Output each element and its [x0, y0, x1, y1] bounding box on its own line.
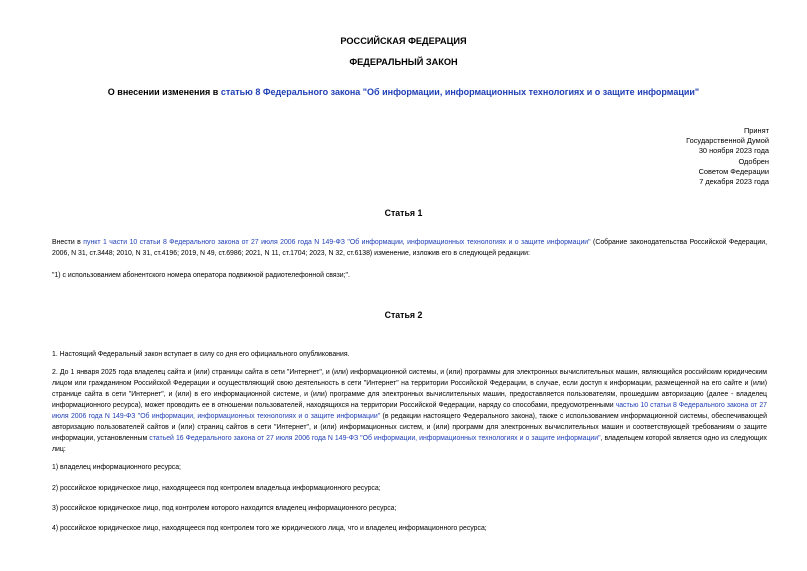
country-heading: РОССИЙСКАЯ ФЕДЕРАЦИЯ [340, 36, 467, 46]
article-2-p2-part1: 2. До 1 января 2025 года владелец сайта и (или) страницы сайта в сети "Интернет", и (или) информационной системы, и (или) программы для электронных вычислительных машин, являющийся российским юридическим лицом или гражданином Российской Федерации и осуществляющий свою деятельность в сети "Интернет" на территории Российской Федерации, в случае, если доступ к информации, размещенной на его сайте и (или) странице сайта в сети "Интернет", и (или) в его информационной системе, и (или) программе для электронных вычислительных машин, предоставляется пользователям, прошедшим авторизацию (далее - владелец информационного ресурса), может проводить ее в отношении пользователей, находящихся на территории Российской Федерации, наряду со способами, предусмотренными [52, 369, 767, 409]
article-2-p2-link1[interactable]: частью 10 статьи 8 Федерального закона от 27 июля 2006 года N 149-ФЗ "Об информации, информационных технологиях и о защите информации" [52, 402, 767, 420]
article-2-paragraph-2 [52, 367, 767, 455]
list-item: 1) владелец информационного ресурса; [52, 464, 181, 471]
law-subject-link[interactable]: статью 8 Федерального закона "Об информации, информационных технологиях и о защите информации" [220, 87, 700, 97]
article-2-paragraph-1: 1. Настоящий Федеральный закон вступает в силу со дня его официального опубликования. [52, 351, 350, 358]
law-type-heading: ФЕДЕРАЛЬНЫЙ ЗАКОН [349, 57, 458, 67]
approved-by: Советом Федерации [698, 166, 769, 176]
list-item: 3) российское юридическое лицо, под контролем которого находится владелец информационного ресурса; [52, 505, 397, 512]
article-1-heading: Статья 1 [384, 208, 423, 218]
law-subject-prefix: О внесении изменения в [107, 87, 221, 97]
article-2-p2-part3: , владельцем которой является одно из следующих лиц: [52, 435, 767, 453]
article-2-heading: Статья 2 [384, 310, 423, 320]
accepted-date: 30 ноября 2023 года [698, 146, 769, 156]
article-1-intro-suffix: (Собрание законодательства Российской Федерации, 2006, N 31, ст.3448; 2010, N 31, ст.4196; 2019, N 49, ст.6986; 2021, N 11, ст.1704; 2023, N 32, ст.6138) изменение, изложив его в следующей редакции: [52, 239, 767, 257]
approved-label: Одобрен [738, 156, 769, 166]
article-1-quote: "1) с использованием абонентского номера оператора подвижной радиотелефонной связи;". [52, 272, 350, 279]
accepted-label: Принят [743, 126, 769, 135]
law-subject [0, 87, 807, 97]
accepted-by: Государственной Думой [686, 136, 769, 146]
list-item: 2) российское юридическое лицо, находящееся под контролем владельца информационного ресурса; [52, 485, 381, 492]
list-item: 4) российское юридическое лицо, находящееся под контролем того же юридического лица, что и владелец информационного ресурса; [52, 525, 487, 532]
article-1-intro-prefix: Внести в [52, 239, 84, 246]
article-1-intro-link[interactable]: пункт 1 части 10 статьи 8 Федерального закона от 27 июля 2006 года N 149-ФЗ "Об информации, информационных технологиях и о защите информации" [83, 239, 591, 246]
article-2-p2-link2[interactable]: статьей 16 Федерального закона от 27 июля 2006 года N 149-ФЗ "Об информации, информационных технологиях и о защите информации" [149, 435, 601, 442]
article-2-p2-part2: (в редакции настоящего Федерального закона), также с использованием информационной системы, обеспечивающей авторизацию пользователей сайтов и (или) страниц сайтов в сети "Интернет", и (или) информационных систем, и (или) программ для электронных вычислительных машин и соответствующей требованиям о защите информации, установленным [52, 413, 767, 442]
approved-date: 7 декабря 2023 года [699, 177, 769, 187]
article-1-intro [52, 237, 767, 259]
acceptance-block [686, 126, 769, 187]
